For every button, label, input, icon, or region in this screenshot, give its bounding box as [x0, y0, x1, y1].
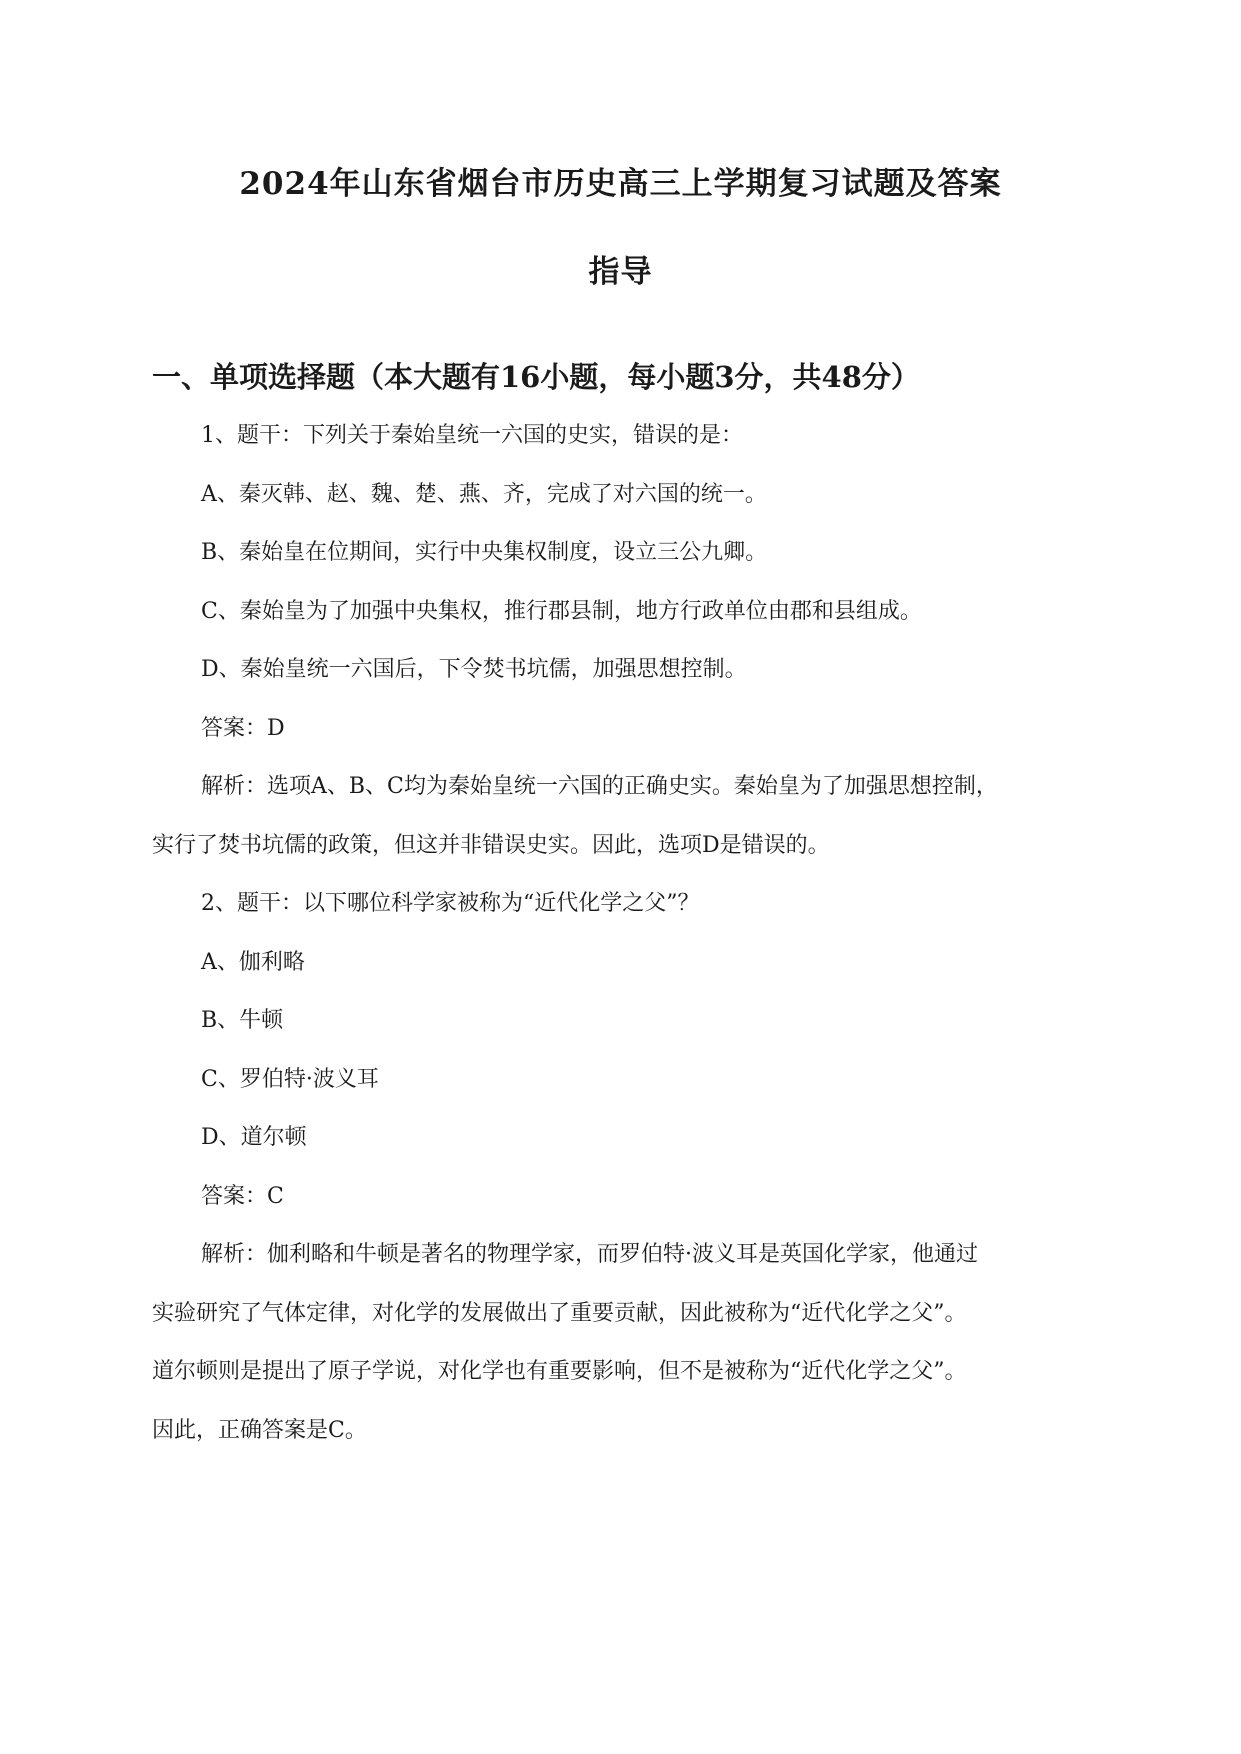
question-2-analysis-line-2: 实验研究了气体定律，对化学的发展做出了重要贡献，因此被称为“近代化学之父”。 — [152, 1301, 967, 1326]
question-2-analysis-line-1: 解析：伽利略和牛顿是著名的物理学家，而罗伯特·波义耳是英国化学家，他通过 — [201, 1242, 978, 1267]
question-2-analysis-line-3: 道尔顿则是提出了原子学说，对化学也有重要影响，但不是被称为“近代化学之父”。 — [152, 1359, 967, 1384]
question-2-analysis-line-4: 因此，正确答案是C。 — [152, 1418, 367, 1443]
question-1-option-c: C、秦始皇为了加强中央集权，推行郡县制，地方行政单位由郡和县组成。 — [201, 599, 922, 624]
question-2-option-a: A、伽利略 — [201, 950, 305, 975]
question-1-option-b: B、秦始皇在位期间，实行中央集权制度，设立三公九卿。 — [201, 540, 768, 565]
document-title-continued: 指导 — [588, 254, 653, 290]
question-1-option-d: D、秦始皇统一六国后，下令焚书坑儒，加强思想控制。 — [201, 657, 747, 682]
question-2-answer: 答案：C — [201, 1184, 284, 1209]
question-2-option-c: C、罗伯特·波义耳 — [201, 1067, 379, 1092]
question-1-answer: 答案：D — [201, 716, 285, 741]
question-2-option-d: D、道尔顿 — [201, 1125, 307, 1150]
question-2-option-b: B、牛顿 — [201, 1008, 284, 1033]
question-2-stem: 2、题干：以下哪位科学家被称为“近代化学之父”？ — [201, 891, 700, 916]
question-1-analysis-line-2: 实行了焚书坑儒的政策，但这并非错误史实。因此，选项D是错误的。 — [152, 833, 830, 858]
question-1-option-a: A、秦灭韩、赵、魏、楚、燕、齐，完成了对六国的统一。 — [201, 482, 767, 507]
section-heading: 一、单项选择题（本大题有16小题，每小题3分，共48分） — [152, 360, 920, 394]
question-1-analysis-line-1: 解析：选项A、B、C均为秦始皇统一六国的正确史实。秦始皇为了加强思想控制， — [201, 774, 998, 799]
document-title: 2024年山东省烟台市历史高三上学期复习试题及答案 — [239, 166, 1002, 202]
question-1-stem: 1、题干：下列关于秦始皇统一六国的史实，错误的是： — [201, 423, 743, 448]
